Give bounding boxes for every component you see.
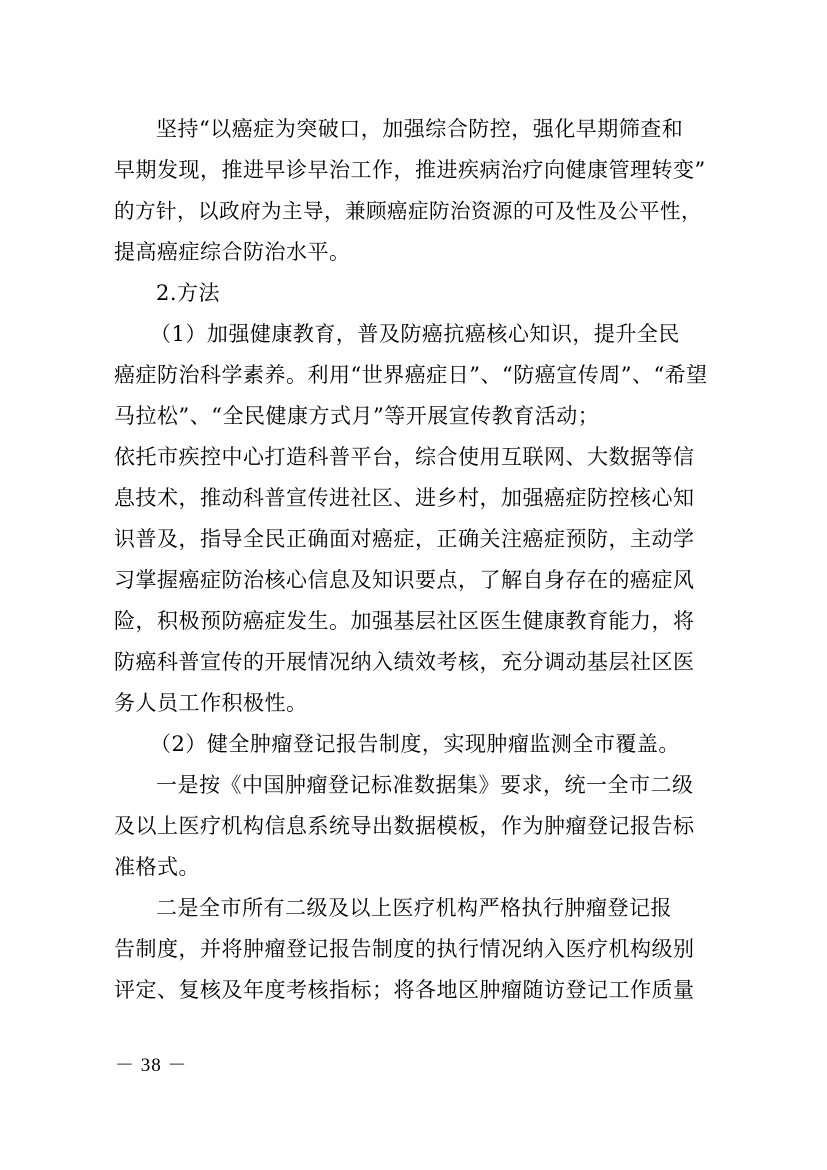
paragraph-line: 二是全市所有二级及以上医疗机构严格执行肿瘤登记报 [156,896,672,920]
paragraph-line: 马拉松”、“全民健康方式月”等开展宣传教育活动； [114,404,600,428]
paragraph-line: （1）加强健康教育，普及防癌抗癌核心知识，提升全民 [150,322,680,346]
paragraph-line: 提高癌症综合防治水平。 [114,240,351,264]
paragraph-line: 一是按《中国肿瘤登记标准数据集》要求，统一全市二级 [156,773,694,797]
section-heading: 2.方法 [156,281,221,305]
paragraph-line: 及以上医疗机构信息系统导出数据模板，作为肿瘤登记报告标 [114,814,695,838]
paragraph-line: 准格式。 [114,855,200,879]
paragraph-line: （2）健全肿瘤登记报告制度，实现肿瘤监测全市覆盖。 [150,732,680,756]
paragraph-line: 险，积极预防癌症发生。加强基层社区医生健康教育能力，将 [114,609,695,633]
paragraph-line: 依托市疾控中心打造科普平台，综合使用互联网、大数据等信 [114,445,695,469]
paragraph-line: 息技术，推动科普宣传进社区、进乡村，加强癌症防控核心知 [114,486,695,510]
paragraph-line: 习掌握癌症防治核心信息及知识要点，了解自身存在的癌症风 [114,568,695,592]
paragraph-line: 癌症防治科学素养。利用“世界癌症日”、“防癌宣传周”、“希望 [114,363,708,387]
page-number: － 38 － [115,1055,188,1076]
paragraph-line: 告制度，并将肿瘤登记报告制度的执行情况纳入医疗机构级别 [114,937,695,961]
paragraph-line: 坚持“以癌症为突破口，加强综合防控，强化早期筛查和 [156,117,684,141]
paragraph-line: 的方针，以政府为主导，兼顾癌症防治资源的可及性及公平性， [114,199,702,223]
paragraph-line: 务人员工作积极性。 [114,691,308,715]
paragraph-line: 早期发现，推进早诊早治工作，推进疾病治疗向健康管理转变” [114,158,706,182]
paragraph-line: 防癌科普宣传的开展情况纳入绩效考核，充分调动基层社区医 [114,650,695,674]
paragraph-line: 评定、复核及年度考核指标；将各地区肿瘤随访登记工作质量 [114,978,695,1002]
body-text [114,109,714,1011]
paragraph-line: 识普及，指导全民正确面对癌症，正确关注癌症预防，主动学 [114,527,695,551]
